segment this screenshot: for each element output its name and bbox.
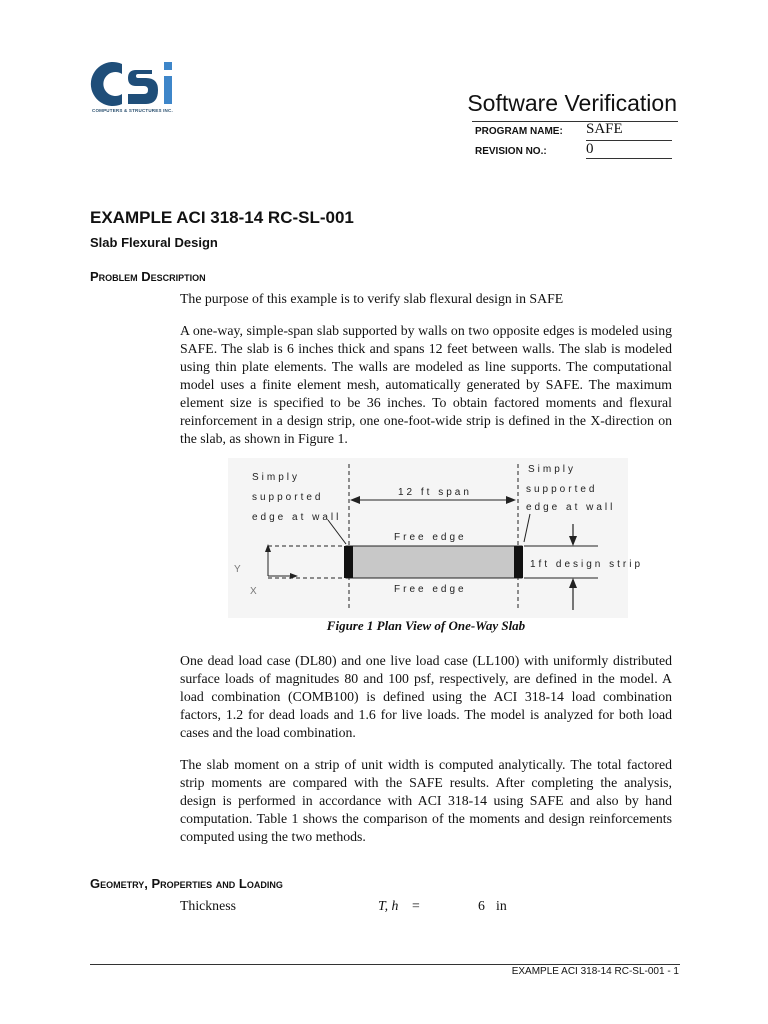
problem-paragraph-4: The slab moment on a strip of unit width is computed analytically. The total factored strip moments are compared with the SAFE results. After completing the analysis, design is performed in accordance with ACI 318-14 using SAFE and also by hand computation. Table 1 shows the comparison of the moments and design reinforcements computed using the two methods. <box>180 757 672 844</box>
footer-page-label: EXAMPLE ACI 318-14 RC-SL-001 - 1 <box>511 966 679 977</box>
left-wall-support <box>344 546 353 578</box>
bottom-edge-label: Free edge <box>394 584 467 595</box>
right-label-line-2: supported <box>526 484 598 495</box>
example-subtitle: Slab Flexural Design <box>90 235 218 250</box>
revision-underline <box>586 158 672 159</box>
program-name-underline <box>586 140 672 141</box>
left-label-line-3: edge at wall <box>252 512 342 523</box>
plan-view-svg <box>228 458 644 618</box>
left-label-line-2: supported <box>252 492 324 503</box>
problem-paragraph-2: A one-way, simple-span slab supported by walls on two opposite edges is modeled using SAFE. The slab is 6 inches thick and spans 12 feet between walls. The slab is modeled using thin plate elements. The walls are modeled as line supports. The computational model uses a finite element mesh, automatically generated by SAFE. The maximum element size is specified to be 36 inches. To obtain factored moments and flexural reinforcement in a design strip, one one-foot-wide strip is defined in the X-direction on the slab, as shown in Figure 1. <box>180 323 672 446</box>
plan-view-figure <box>228 458 644 618</box>
right-wall-support <box>514 546 523 578</box>
thickness-symbol: T, h <box>378 898 399 913</box>
program-name-label: PROGRAM NAME: <box>475 126 563 137</box>
footer-divider <box>90 964 680 965</box>
strip-label: 1ft design strip <box>530 559 644 570</box>
left-label-line-1: Simply <box>252 472 301 483</box>
logo-subtitle: COMPUTERS & STRUCTURES INC. <box>92 108 173 113</box>
revision-value: 0 <box>586 141 594 157</box>
thickness-label: Thickness <box>180 898 236 913</box>
thickness-unit: in <box>496 898 507 913</box>
problem-description-heading: Problem Description <box>90 269 206 284</box>
problem-paragraph-3: One dead load case (DL80) and one live load case (LL100) with uniformly distributed surface loads of magnitudes 80 and 100 psf, respectively, are defined in the model. A load combination (COMB100) is defined using the ACI 318-14 load combination factors, 1.2 for dead loads and 1.6 for live loads. The model is analyzed for both load cases and the load combination. <box>180 653 672 740</box>
axis-x-label: X <box>250 586 260 597</box>
axis-y-label: Y <box>234 564 244 575</box>
right-label-line-3: edge at wall <box>526 502 616 513</box>
problem-paragraph-1: The purpose of this example is to verify slab flexural design in SAFE <box>180 291 564 306</box>
top-edge-label: Free edge <box>394 532 467 543</box>
figure-caption: Figure 1 Plan View of One-Way Slab <box>326 618 526 633</box>
slab-rect <box>346 546 522 578</box>
thickness-equals: = <box>412 898 420 913</box>
document-type-title: Software Verification <box>467 90 677 116</box>
thickness-value: 6 <box>478 898 485 913</box>
span-label: 12 ft span <box>398 487 472 498</box>
header-divider <box>472 121 678 122</box>
revision-label: REVISION NO.: <box>475 146 547 157</box>
right-label-line-1: Simply <box>528 464 577 475</box>
geometry-heading: Geometry, Properties and Loading <box>90 876 283 891</box>
example-title: EXAMPLE ACI 318-14 RC-SL-001 <box>90 208 354 227</box>
program-name-value: SAFE <box>586 121 623 137</box>
